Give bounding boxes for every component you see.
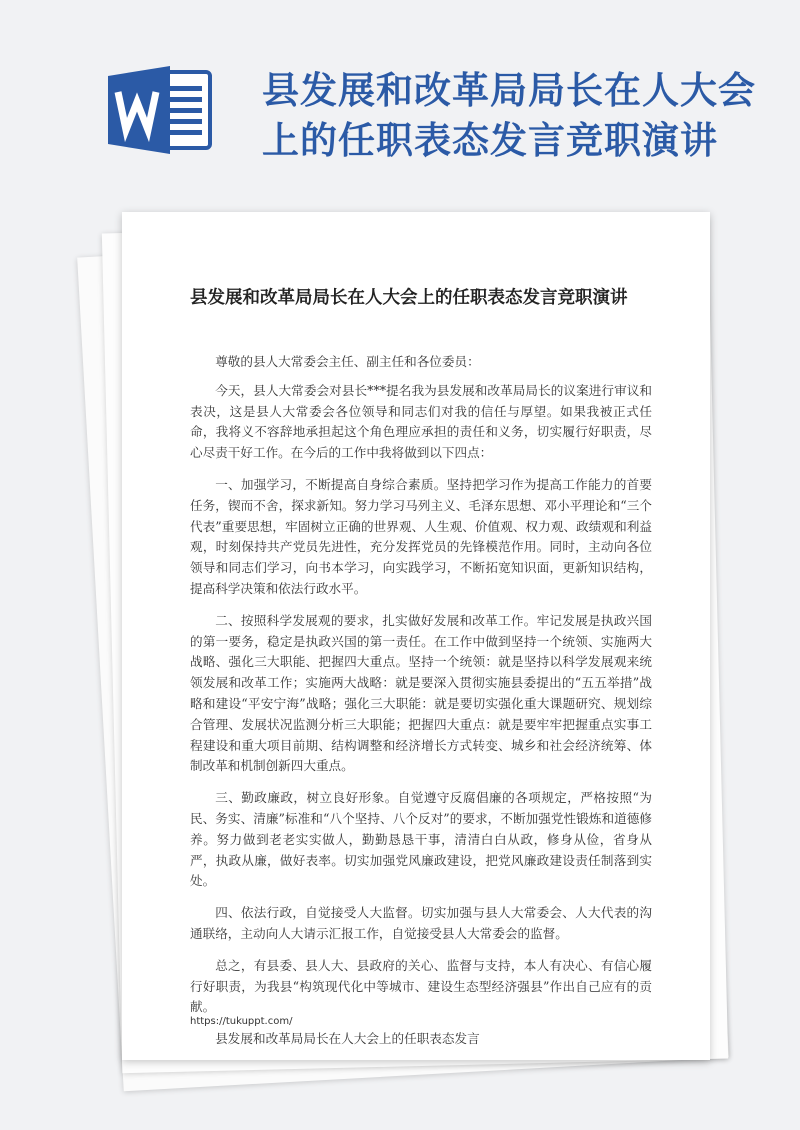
document-title: 县发展和改革局局长在人大会上的任职表态发言竞职演讲 xyxy=(190,288,628,308)
page-title: 县发展和改革局局长在人大会上的任职表态发言竞职演讲 xyxy=(262,69,756,162)
document-body xyxy=(190,352,652,1061)
point-three-paragraph: 三、勤政廉政，树立良好形象。自觉遵守反腐倡廉的各项规定，严格按照“为民、务实、清廉”标准和“八个坚持、八个反对”的要求，不断加强党性锻炼和道德修养。努力做到老老实实做人，勤勤恳恳干事，清清白白从政，修身从俭，省身从严，执政从廉，做好表率。切实加强党风廉政建设，把党风廉政建设责任制落到实处。 xyxy=(190,790,652,889)
salutation-paragraph: 尊敬的县人大常委会主任、副主任和各位委员： xyxy=(215,354,480,369)
intro-paragraph: 今天，县人大常委会对县长***提名我为县发展和改革局局长的议案进行审议和表决，这是县人大常委会各位领导和同志们对我的信任与厚望。如果我被正式任命，我将义不容辞地承担起这个角色理应承担的责任和义务，切实履行好职责，尽心尽责干好工作。在今后的工作中我将做到以下四点： xyxy=(190,382,652,461)
word-document-icon xyxy=(108,62,218,158)
summary-paragraph: 总之，有县委、县人大、县政府的关心、监督与支持，本人有决心、有信心履行好职责，为我县“构筑现代化中等城市、建设生态型经济强县”作出自己应有的贡献。 xyxy=(190,957,652,1015)
point-one-paragraph: 一、加强学习，不断提高自身综合素质。坚持把学习作为提高工作能力的首要任务，锲而不舍，探求新知。努力学习马列主义、毛泽东思想、邓小平理论和“三个代表”重要思想，牢固树立正确的世界观、人生观、价值观、权力观、政绩观和利益观，时刻保持共产党员先进性，充分发挥党员的先锋模范作用。同时，主动向各位领导和同志们学习，向书本学习，向实践学习，不断拓宽知识面，更新知识结构，提高科学决策和依法行政水平。 xyxy=(190,476,652,596)
point-four-paragraph: 四、依法行政，自觉接受人大监督。切实加强与县人大常委会、人大代表的沟通联络，主动向人大请示汇报工作，自觉接受县人大常委会的监督。 xyxy=(190,905,652,941)
closing-line: 县发展和改革局局长在人大会上的任职表态发言 xyxy=(215,1031,480,1047)
source-url[interactable]: https://tukuppt.com/ xyxy=(190,1016,293,1027)
point-two-paragraph: 二、按照科学发展观的要求，扎实做好发展和改革工作。牢记发展是执政兴国的第一要务，稳定是执政兴国的第一责任。在工作中做到坚持一个统领、实施两大战略、强化三大职能、把握四大重点。坚持一个统领：就是坚持以科学发展观来统领发展和改革工作；实施两大战略：就是要深入贯彻实施县委提出的“五五举措”战略和建设“平安宁海”战略；强化三大职能：就是要切实强化重大课题研究、规划综合管理、发展状况监测分析三大职能；把握四大重点：就是要牢牢把握重点实事工程建设和重大项目前期、结构调整和经济增长方式转变、城乡和社会经济统筹、体制改革和机制创新四大重点。 xyxy=(190,612,652,774)
